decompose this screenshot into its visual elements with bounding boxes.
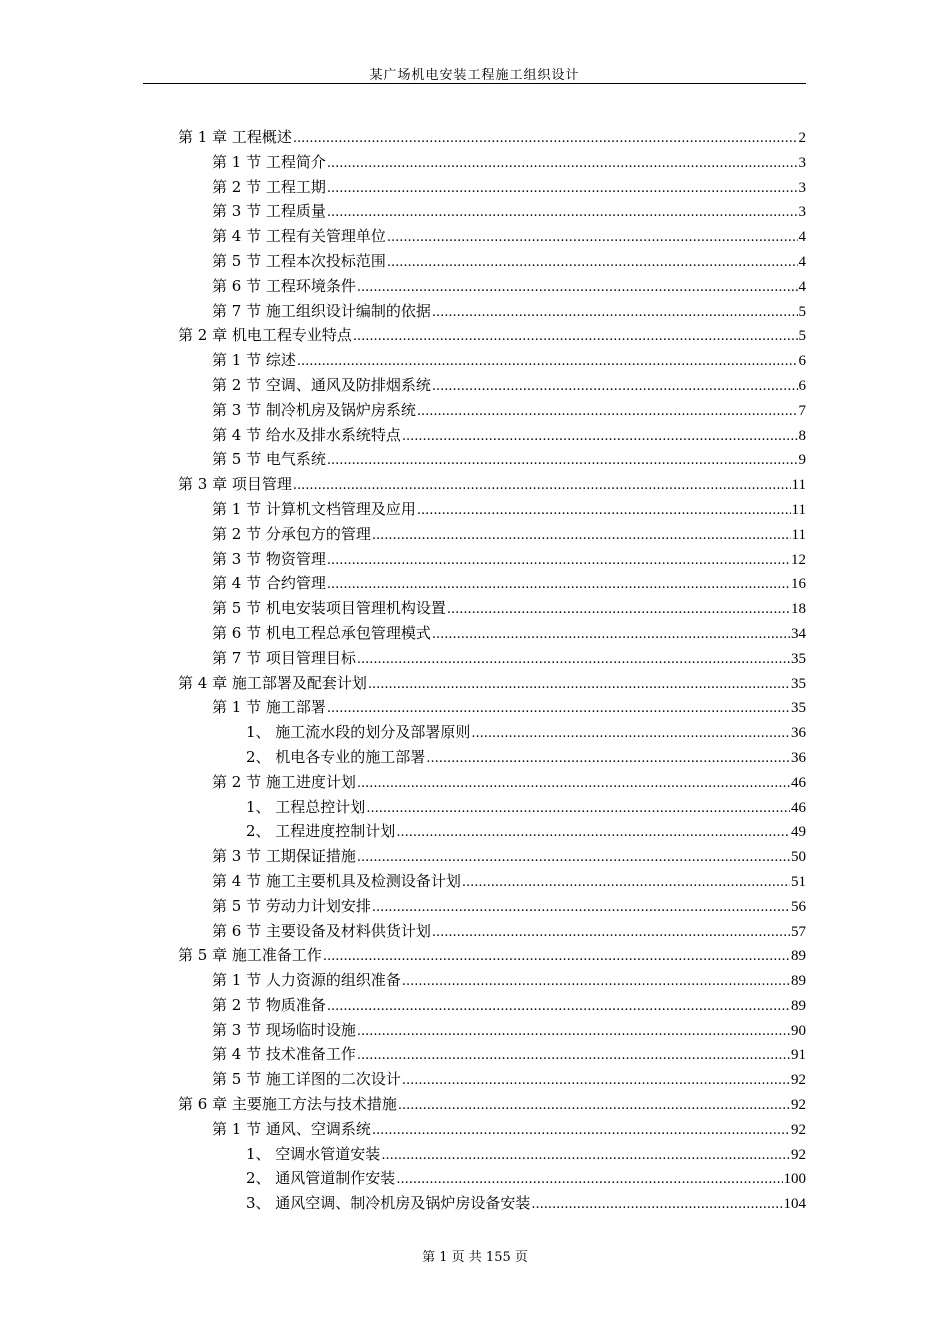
toc-entry-page: 3 — [798, 204, 806, 221]
toc-entry[interactable] — [178, 1117, 806, 1142]
toc-entry[interactable] — [178, 646, 806, 671]
toc-entry[interactable] — [178, 968, 806, 993]
toc-entry-label: 2、 机电各专业的施工部署 — [246, 747, 426, 766]
toc-entry[interactable] — [178, 323, 806, 348]
toc-entry-page: 9 — [798, 452, 806, 469]
running-header: 某广场机电安装工程施工组织设计 — [369, 68, 580, 83]
toc-entry[interactable] — [178, 869, 806, 894]
toc-entry-label: 1、 工程总控计划 — [246, 797, 366, 816]
toc-entry-page: 36 — [791, 749, 806, 766]
toc-leader-dots — [293, 472, 791, 499]
toc-leader-dots — [327, 547, 790, 574]
toc-entry-label: 第 6 节 工程环境条件 — [212, 276, 356, 295]
toc-entry-label: 第 5 章 施工准备工作 — [178, 946, 322, 965]
toc-entry[interactable] — [178, 472, 806, 497]
toc-entry-label: 第 1 节 工程简介 — [212, 152, 326, 171]
toc-entry[interactable] — [178, 596, 806, 621]
toc-leader-dots — [396, 1166, 782, 1193]
toc-entry-label: 第 2 章 机电工程专业特点 — [178, 326, 352, 345]
toc-leader-dots — [372, 1117, 790, 1144]
toc-entry[interactable] — [178, 522, 806, 547]
toc-leader-dots — [432, 919, 790, 946]
toc-leader-dots — [327, 993, 790, 1020]
toc-entry[interactable] — [178, 199, 806, 224]
toc-entry-page: 92 — [791, 1146, 806, 1163]
toc-entry[interactable] — [178, 1042, 806, 1067]
toc-leader-dots — [368, 671, 790, 698]
toc-entry-page: 92 — [791, 1121, 806, 1138]
toc-entry-label: 2、 通风管道制作安装 — [246, 1169, 396, 1188]
toc-entry[interactable] — [178, 423, 806, 448]
toc-entry-label: 第 3 章 项目管理 — [178, 475, 292, 494]
toc-leader-dots — [531, 1191, 782, 1218]
toc-entry-label: 第 6 章 主要施工方法与技术措施 — [178, 1095, 397, 1114]
toc-leader-dots — [327, 571, 790, 598]
toc-leader-dots — [372, 894, 790, 921]
toc-entry[interactable] — [178, 894, 806, 919]
toc-entry-label: 第 2 节 物质准备 — [212, 995, 326, 1014]
toc-entry-page: 5 — [798, 303, 806, 320]
toc-entry-label: 第 3 节 工期保证措施 — [212, 847, 356, 866]
toc-entry[interactable] — [178, 720, 806, 745]
toc-entry-label: 第 4 节 工程有关管理单位 — [212, 227, 386, 246]
toc-entry-page: 92 — [791, 1072, 806, 1089]
toc-entry-label: 第 1 节 人力资源的组织准备 — [212, 971, 401, 990]
toc-leader-dots — [323, 943, 790, 970]
toc-entry-page: 46 — [791, 799, 806, 816]
toc-entry-page: 6 — [798, 353, 806, 370]
toc-entry-page: 8 — [798, 427, 806, 444]
toc-entry-page: 51 — [791, 873, 806, 890]
toc-entry[interactable] — [178, 175, 806, 200]
toc-entry[interactable] — [178, 943, 806, 968]
toc-entry-label: 1、 施工流水段的划分及部署原则 — [246, 723, 471, 742]
toc-entry-page: 36 — [791, 725, 806, 742]
toc-entry-label: 第 1 节 施工部署 — [212, 698, 326, 717]
toc-leader-dots — [372, 522, 791, 549]
toc-entry[interactable] — [178, 745, 806, 770]
toc-entry-page: 92 — [791, 1097, 806, 1114]
toc-entry[interactable] — [178, 1067, 806, 1092]
toc-entry-page: 89 — [791, 997, 806, 1014]
toc-leader-dots — [402, 1067, 790, 1094]
toc-entry-page: 11 — [791, 526, 806, 543]
toc-entry[interactable] — [178, 299, 806, 324]
toc-entry-page: 4 — [798, 229, 806, 246]
toc-entry-label: 第 4 节 给水及排水系统特点 — [212, 425, 401, 444]
toc-entry[interactable] — [178, 621, 806, 646]
toc-entry-label: 1、 空调水管道安装 — [246, 1144, 381, 1163]
toc-leader-dots — [432, 621, 790, 648]
toc-entry-label: 第 1 章 工程概述 — [178, 128, 292, 146]
toc-leader-dots — [417, 497, 791, 524]
toc-entry-page: 4 — [798, 278, 806, 295]
toc-entry[interactable] — [178, 671, 806, 696]
toc-leader-dots — [387, 224, 798, 251]
page-footer: 第 1 页 共 155 页 — [422, 1250, 528, 1265]
toc-entry-page: 35 — [791, 700, 806, 717]
toc-entry[interactable] — [178, 919, 806, 944]
toc-leader-dots — [447, 596, 790, 623]
toc-entry[interactable] — [178, 547, 806, 572]
toc-entry-page: 57 — [791, 923, 806, 940]
toc-entry[interactable] — [178, 844, 806, 869]
toc-entry-page: 46 — [791, 774, 806, 791]
toc-entry-label: 第 5 节 机电安装项目管理机构设置 — [212, 599, 446, 618]
toc-leader-dots — [357, 844, 790, 871]
toc-entry-label: 第 1 节 通风、空调系统 — [212, 1119, 371, 1138]
toc-entry-label: 第 2 节 分承包方的管理 — [212, 524, 371, 543]
toc-entry[interactable] — [178, 398, 806, 423]
toc-entry[interactable] — [178, 795, 806, 820]
toc-entry[interactable] — [178, 819, 806, 844]
toc-entry-page: 11 — [791, 477, 806, 494]
toc-entry-label: 第 2 节 施工进度计划 — [212, 772, 356, 791]
toc-leader-dots — [327, 199, 798, 226]
toc-leader-dots — [417, 398, 798, 425]
toc-entry[interactable] — [178, 224, 806, 249]
toc-leader-dots — [327, 175, 798, 202]
toc-leader-dots — [398, 1092, 790, 1119]
toc-entry[interactable] — [178, 125, 806, 150]
toc-leader-dots — [426, 745, 790, 772]
toc-entry[interactable] — [178, 1142, 806, 1167]
toc-entry-label: 第 5 节 劳动力计划安排 — [212, 896, 371, 915]
toc-entry-label: 第 5 节 电气系统 — [212, 450, 326, 469]
toc-entry-page: 34 — [791, 625, 806, 642]
toc-leader-dots — [402, 968, 790, 995]
toc-entry-label: 第 3 节 工程质量 — [212, 202, 326, 221]
toc-entry-page: 7 — [798, 402, 806, 419]
toc-entry[interactable] — [178, 1191, 806, 1216]
toc-leader-dots — [381, 1142, 790, 1169]
toc-entry[interactable] — [178, 571, 806, 596]
toc-entry[interactable] — [178, 348, 806, 373]
toc-entry-label: 第 7 节 项目管理目标 — [212, 648, 356, 667]
toc-entry-page: 2 — [798, 130, 806, 146]
toc-entry-page: 50 — [791, 849, 806, 866]
toc-leader-dots — [462, 869, 790, 896]
toc-entry-label: 第 1 节 综述 — [212, 351, 296, 370]
toc-leader-dots — [432, 373, 798, 400]
toc-leader-dots — [297, 348, 798, 375]
toc-entry-label: 第 6 节 主要设备及材料供货计划 — [212, 921, 431, 940]
toc-entry-label: 2、 工程进度控制计划 — [246, 822, 396, 841]
toc-entry-page: 89 — [791, 973, 806, 990]
toc-entry[interactable] — [178, 150, 806, 175]
toc-leader-dots — [387, 249, 798, 276]
toc-leader-dots — [357, 646, 790, 673]
toc-entry-label: 第 2 节 空调、通风及防排烟系统 — [212, 375, 431, 394]
toc-entry-page: 35 — [791, 650, 806, 667]
toc-leader-dots — [357, 770, 790, 797]
toc-leader-dots — [366, 795, 790, 822]
toc-entry-label: 第 5 节 施工详图的二次设计 — [212, 1070, 401, 1089]
toc-leader-dots — [432, 299, 798, 326]
toc-leader-dots — [293, 125, 798, 152]
toc-entry-page: 12 — [791, 551, 806, 568]
toc-entry-label: 3、 通风空调、制冷机房及锅炉房设备安装 — [246, 1194, 531, 1213]
table-of-contents — [178, 125, 806, 1216]
toc-entry-label: 第 3 节 现场临时设施 — [212, 1020, 356, 1039]
toc-leader-dots — [353, 323, 798, 350]
toc-entry-page: 90 — [791, 1022, 806, 1039]
toc-leader-dots — [327, 447, 798, 474]
toc-entry-page: 56 — [791, 898, 806, 915]
toc-entry[interactable] — [178, 373, 806, 398]
toc-entry-page: 3 — [798, 154, 806, 171]
toc-entry-page: 104 — [783, 1196, 806, 1213]
toc-entry-page: 5 — [798, 328, 806, 345]
toc-entry-page: 4 — [798, 253, 806, 270]
toc-entry-page: 16 — [791, 576, 806, 593]
toc-entry-page: 18 — [791, 601, 806, 618]
toc-entry-label: 第 4 章 施工部署及配套计划 — [178, 673, 367, 692]
toc-entry-label: 第 3 节 物资管理 — [212, 549, 326, 568]
toc-entry[interactable] — [178, 497, 806, 522]
toc-entry[interactable] — [178, 249, 806, 274]
toc-entry-label: 第 4 节 施工主要机具及检测设备计划 — [212, 871, 461, 890]
toc-entry-label: 第 5 节 工程本次投标范围 — [212, 251, 386, 270]
toc-entry-page: 11 — [791, 501, 806, 518]
toc-entry-label: 第 3 节 制冷机房及锅炉房系统 — [212, 400, 416, 419]
toc-entry-page: 35 — [791, 675, 806, 692]
toc-entry[interactable] — [178, 1018, 806, 1043]
toc-entry[interactable] — [178, 770, 806, 795]
toc-leader-dots — [327, 150, 798, 177]
toc-entry-label: 第 4 节 技术准备工作 — [212, 1045, 356, 1064]
toc-entry-page: 89 — [791, 948, 806, 965]
toc-entry[interactable] — [178, 1166, 806, 1191]
header-divider — [143, 83, 806, 84]
toc-entry-page: 91 — [791, 1047, 806, 1064]
toc-entry[interactable] — [178, 447, 806, 472]
toc-entry-page: 49 — [791, 824, 806, 841]
toc-entry-label: 第 4 节 合约管理 — [212, 574, 326, 593]
toc-entry[interactable] — [178, 1092, 806, 1117]
toc-entry[interactable] — [178, 274, 806, 299]
toc-entry-label: 第 6 节 机电工程总承包管理模式 — [212, 623, 431, 642]
toc-leader-dots — [327, 695, 790, 722]
toc-leader-dots — [357, 274, 798, 301]
toc-leader-dots — [396, 819, 790, 846]
toc-leader-dots — [357, 1042, 790, 1069]
toc-entry-page: 3 — [798, 179, 806, 196]
toc-entry[interactable] — [178, 695, 806, 720]
toc-entry-page: 100 — [783, 1171, 806, 1188]
toc-leader-dots — [402, 423, 798, 450]
toc-entry-label: 第 7 节 施工组织设计编制的依据 — [212, 301, 431, 320]
toc-entry-label: 第 1 节 计算机文档管理及应用 — [212, 499, 416, 518]
toc-entry-page: 6 — [798, 377, 806, 394]
toc-leader-dots — [471, 720, 790, 747]
toc-leader-dots — [357, 1018, 790, 1045]
toc-entry[interactable] — [178, 993, 806, 1018]
toc-entry-label: 第 2 节 工程工期 — [212, 177, 326, 196]
